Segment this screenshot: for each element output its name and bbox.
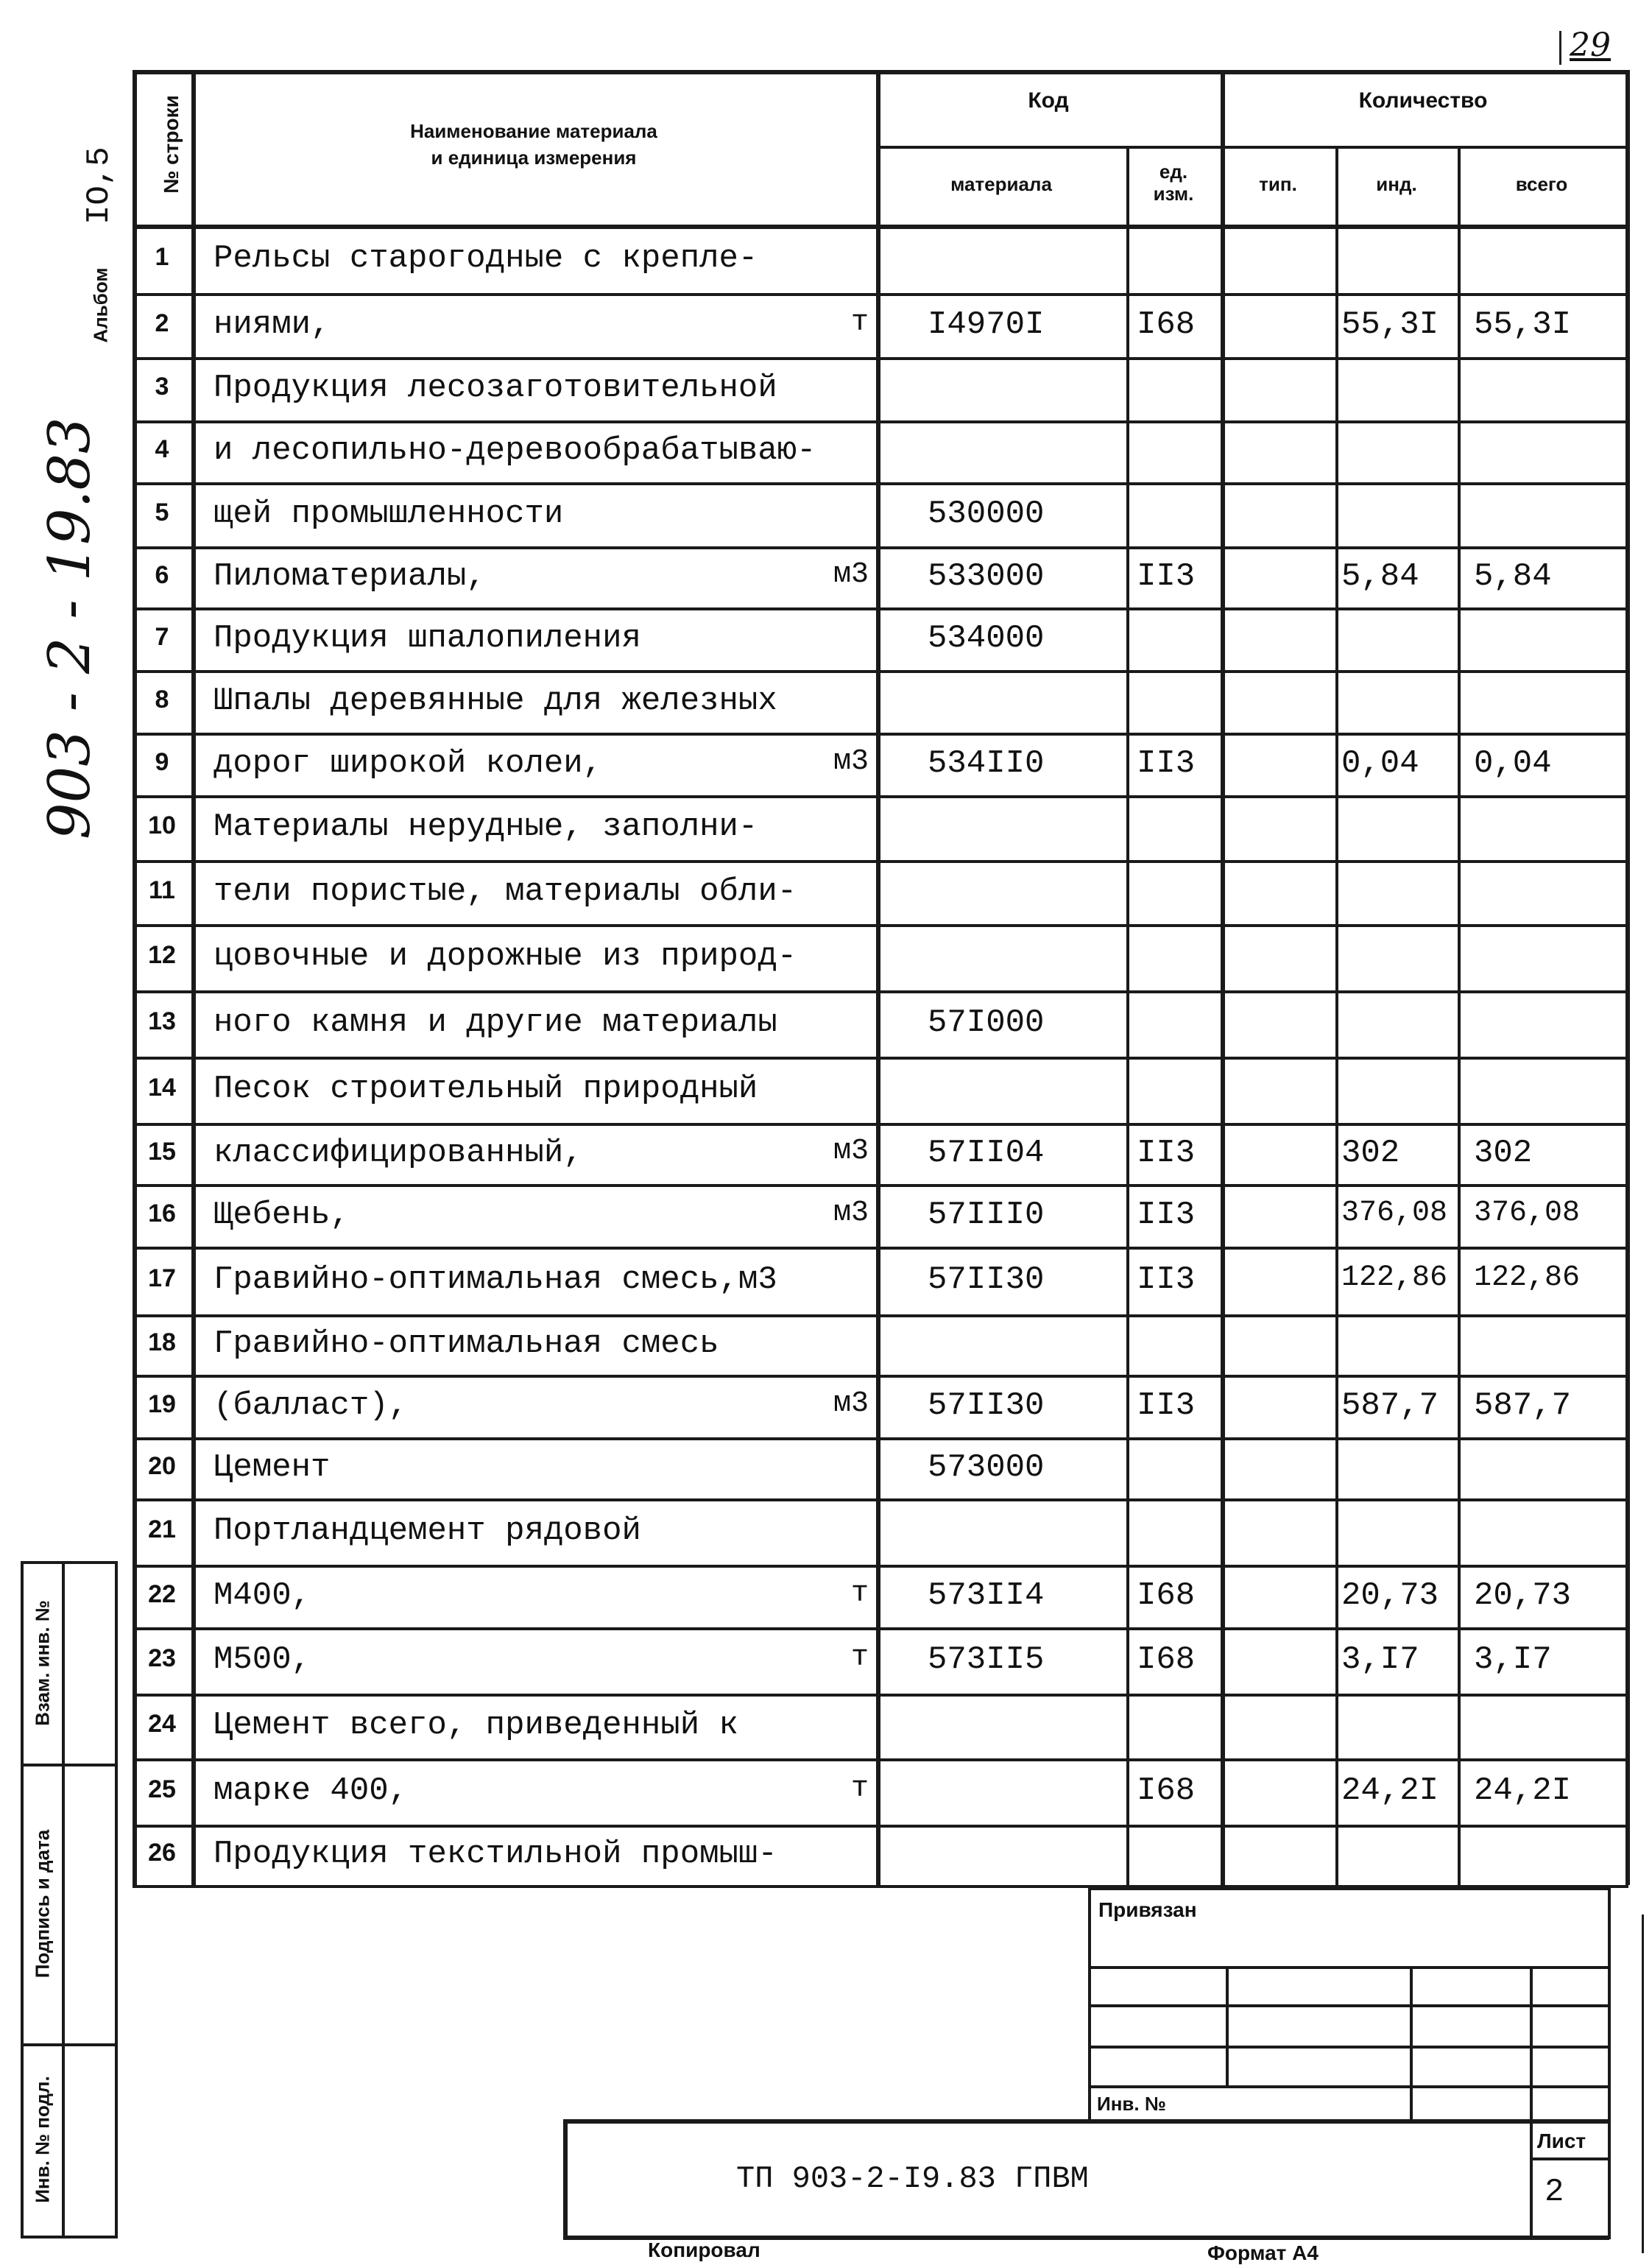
material-name: Пиломатериалы, (213, 557, 486, 595)
qty-ind: 20,73 (1341, 1577, 1439, 1614)
material-name: Продукция шпалопиления (213, 619, 641, 657)
row-number: 17 (148, 1264, 176, 1292)
material-code: 573II5 (928, 1641, 1045, 1678)
stamp-podpis-data: Подпись и дата (31, 1829, 54, 1979)
page-corner-number: 29 (1570, 27, 1611, 64)
qty-total: 0,04 (1474, 744, 1552, 782)
unit-code: II3 (1137, 744, 1196, 782)
grid-line (133, 733, 1628, 736)
material-code: I4970I (928, 306, 1045, 343)
qty-total: 24,2I (1474, 1772, 1572, 1809)
material-name: (балласт), (213, 1387, 409, 1424)
row-number: 23 (148, 1644, 176, 1672)
album-label: Альбом (89, 267, 112, 343)
material-unit: м3 (833, 1134, 869, 1168)
material-code: 534000 (928, 619, 1045, 657)
grid-line (133, 990, 1628, 993)
material-name: и лесопильно-деревообрабатываю- (213, 432, 816, 469)
qty-total: 20,73 (1474, 1577, 1572, 1614)
stamp-border (1410, 1966, 1413, 2119)
material-name: щей промышленности (213, 495, 564, 532)
left-stamp-border (21, 1561, 24, 2238)
grid-line (133, 420, 1628, 423)
material-unit: м3 (833, 1196, 869, 1230)
material-name: ниями, (213, 306, 331, 343)
unit-code: II3 (1137, 1134, 1196, 1172)
row-number: 22 (148, 1579, 176, 1608)
grid-line (133, 546, 1628, 549)
material-name: М400, (213, 1577, 311, 1614)
row-number: 5 (155, 498, 169, 526)
material-name: дорог широкой колеи, (213, 744, 603, 782)
album-number: IO,5 (81, 147, 118, 225)
material-name: марке 400, (213, 1772, 409, 1809)
header-q-ind: инд. (1376, 173, 1417, 195)
grid-line (133, 1375, 1628, 1378)
qty-total: 302 (1474, 1134, 1533, 1172)
material-name: классифицированный, (213, 1134, 583, 1172)
grid-line (133, 357, 1628, 360)
material-name: Продукция текстильной промыш- (213, 1836, 777, 1873)
grid-line (133, 1247, 1628, 1250)
header-q-total: всего (1515, 173, 1568, 195)
material-unit: м3 (833, 744, 869, 778)
material-unit: т (850, 1577, 869, 1610)
row-number: 18 (148, 1328, 176, 1356)
grid-line (133, 225, 1628, 229)
grid-line (133, 1498, 1628, 1501)
grid-line (1335, 146, 1338, 1885)
grid-line (133, 1123, 1628, 1126)
material-unit: т (850, 1772, 869, 1806)
grid-line (133, 1758, 1628, 1761)
stamp-border (563, 2119, 568, 2238)
unit-code: II3 (1137, 1196, 1196, 1233)
grid-line (133, 924, 1628, 927)
grid-line (191, 70, 196, 1885)
row-number: 15 (148, 1137, 176, 1166)
material-name: Материалы нерудные, заполни- (213, 809, 758, 845)
grid-line (876, 146, 1628, 149)
grid-line (133, 1565, 1628, 1568)
material-code: 530000 (928, 495, 1045, 532)
qty-ind: 55,3I (1341, 306, 1439, 343)
qty-ind: 376,08 (1341, 1196, 1448, 1230)
header-code-unit: ед. изм. (1153, 161, 1194, 205)
stamp-border (1530, 1966, 1533, 2238)
qty-ind: 587,7 (1341, 1387, 1439, 1424)
qty-ind: 122,86 (1341, 1261, 1448, 1294)
stamp-vzam-inv: Взам. инв. № (31, 1600, 54, 1726)
row-number: 19 (148, 1389, 176, 1418)
row-number: 4 (155, 435, 169, 463)
row-number: 2 (155, 309, 169, 337)
material-name: Рельсы старогодные с крепле- (213, 239, 758, 277)
material-name: Щебень, (213, 1196, 350, 1233)
row-number: 21 (148, 1515, 176, 1543)
grid-line (133, 1694, 1628, 1697)
row-number: 14 (148, 1074, 176, 1102)
material-name: Песок строительный природный (213, 1071, 758, 1107)
grid-line (133, 482, 1628, 485)
grid-line (133, 1184, 1628, 1187)
row-number: 6 (155, 560, 169, 589)
qty-total: 55,3I (1474, 306, 1572, 343)
material-code: 534II0 (928, 744, 1045, 782)
material-code: 533000 (928, 557, 1045, 595)
row-number: 13 (148, 1007, 176, 1035)
stamp-list-number: 2 (1545, 2174, 1564, 2211)
project-handwritten: 903 - 2 - 19.83 (37, 417, 103, 839)
row-number: 3 (155, 373, 169, 401)
left-stamp-border (21, 1764, 118, 1766)
row-number: 24 (148, 1710, 176, 1738)
unit-code: I68 (1137, 1641, 1196, 1678)
footer-copied: Копировал (648, 2238, 760, 2261)
left-stamp-border (62, 1561, 65, 2238)
qty-total: 376,08 (1474, 1196, 1581, 1230)
row-number: 12 (148, 941, 176, 969)
stamp-border (563, 2119, 1609, 2124)
row-number: 8 (155, 685, 169, 714)
grid-line (133, 860, 1628, 863)
material-code: 57II04 (928, 1134, 1045, 1172)
grid-line (133, 1627, 1628, 1630)
grid-line (133, 70, 137, 1885)
material-name: ного камня и другие материалы (213, 1004, 777, 1041)
material-name: Гравийно-оптимальная смесь,м3 (213, 1261, 777, 1298)
qty-total: 122,86 (1474, 1261, 1581, 1294)
footer-format: Формат А4 (1207, 2241, 1319, 2264)
material-unit: м3 (833, 557, 869, 591)
row-number: 25 (148, 1775, 176, 1803)
grid-line (133, 1437, 1628, 1440)
header-q-type: тип. (1259, 173, 1297, 195)
qty-total: 3,I7 (1474, 1641, 1552, 1678)
material-unit: м3 (833, 1387, 869, 1420)
unit-code: II3 (1137, 1387, 1196, 1424)
material-code: 57I000 (928, 1004, 1045, 1041)
material-name: М500, (213, 1641, 311, 1678)
material-name: Продукция лесозаготовительной (213, 370, 777, 406)
grid-line (876, 70, 880, 1885)
grid-line (133, 293, 1628, 296)
material-unit: т (850, 1641, 869, 1674)
material-name: Гравийно-оптимальная смесь (213, 1325, 719, 1362)
stamp-border (1226, 1966, 1229, 2085)
qty-ind: 24,2I (1341, 1772, 1439, 1809)
stamp-inv-podl: Инв. № подл. (31, 2076, 54, 2203)
row-number: 20 (148, 1451, 176, 1480)
material-name: Цемент всего, приведенный к (213, 1707, 738, 1744)
stamp-doc-code: ТП 903-2-I9.83 ГПВМ (736, 2161, 1089, 2197)
grid-line (1126, 146, 1129, 1885)
qty-ind: 5,84 (1341, 557, 1419, 595)
material-name: Шпалы деревянные для железных (213, 682, 777, 719)
row-number: 11 (149, 876, 175, 904)
grid-line (133, 607, 1628, 610)
material-code: 573II4 (928, 1577, 1045, 1614)
header-code: Код (1028, 88, 1069, 113)
material-name: Портландцемент рядовой (213, 1512, 641, 1549)
unit-code: II3 (1137, 557, 1196, 595)
grid-line (133, 670, 1628, 673)
qty-ind: 302 (1341, 1134, 1400, 1172)
grid-line (1458, 146, 1461, 1885)
row-number: 9 (155, 747, 169, 776)
stamp-border (1608, 1887, 1611, 2239)
stamp-border (1530, 2157, 1609, 2160)
material-code: 57II30 (928, 1261, 1045, 1298)
material-unit: т (850, 306, 869, 339)
header-row-no: № строки (160, 95, 183, 194)
left-stamp-border (115, 1561, 118, 2238)
qty-total: 5,84 (1474, 557, 1552, 595)
grid-line (133, 1314, 1628, 1317)
unit-code: I68 (1137, 1577, 1196, 1614)
material-code: 57III0 (928, 1196, 1045, 1233)
grid-line (1625, 70, 1630, 1885)
right-edge-line (1642, 1914, 1644, 2253)
unit-code: I68 (1137, 1772, 1196, 1809)
material-code: 573000 (928, 1448, 1045, 1486)
grid-line (133, 795, 1628, 798)
header-name (191, 118, 876, 171)
grid-line (133, 1057, 1628, 1060)
stamp-privyazan: Привязан (1098, 1898, 1197, 1921)
material-name: Цемент (213, 1448, 331, 1486)
row-number: 7 (155, 622, 169, 651)
row-number: 10 (148, 811, 176, 839)
qty-total: 587,7 (1474, 1387, 1572, 1424)
row-number: 26 (148, 1839, 176, 1867)
row-number: 16 (148, 1199, 176, 1227)
row-number: 1 (155, 242, 169, 271)
qty-ind: 3,I7 (1341, 1641, 1419, 1678)
grid-line (133, 1825, 1628, 1828)
material-name: тели пористые, материалы обли- (213, 873, 797, 910)
grid-line (1221, 70, 1225, 1885)
unit-code: II3 (1137, 1261, 1196, 1298)
header-quantity: Количество (1358, 88, 1488, 113)
material-name: цовочные и дорожные из природ- (213, 938, 797, 975)
stamp-border (1088, 1887, 1091, 2119)
header-code-material: материала (950, 173, 1052, 195)
corner-tick (1559, 31, 1561, 65)
stamp-inv-no: Инв. № (1097, 2093, 1166, 2115)
grid-line (133, 70, 1628, 74)
qty-ind: 0,04 (1341, 744, 1419, 782)
unit-code: I68 (1137, 306, 1196, 343)
material-code: 57II30 (928, 1387, 1045, 1424)
stamp-border (1088, 1887, 1609, 1890)
header-name-text: Наименование материала и единица измерения (410, 120, 657, 169)
stamp-list-label: Лист (1537, 2130, 1586, 2152)
